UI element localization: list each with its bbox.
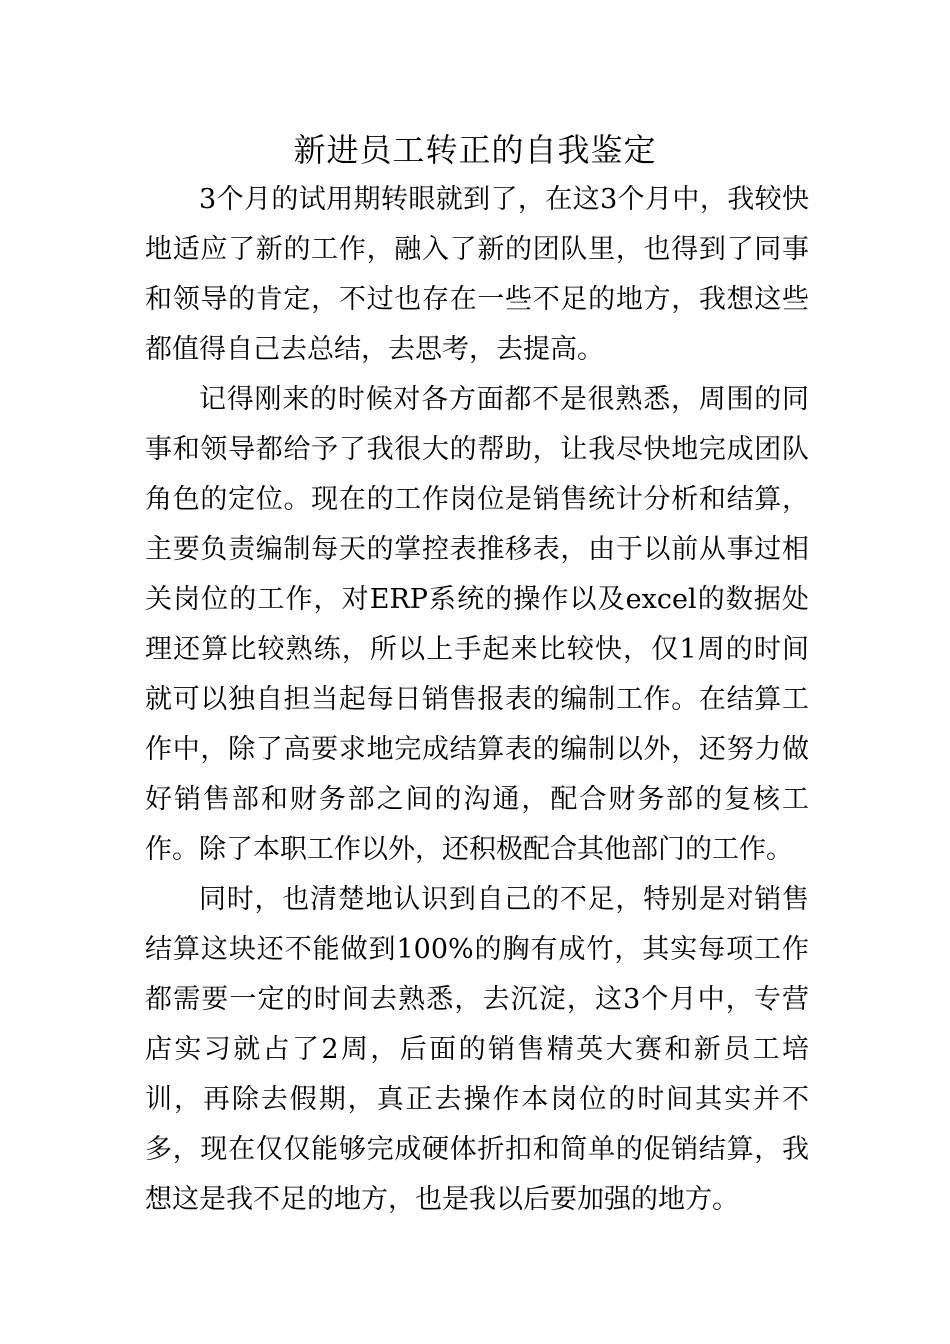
document-title: 新进员工转正的自我鉴定 (293, 131, 657, 169)
paragraph-probation-summary: 3个月的试用期转眼就到了，在这3个月中，我较快地适应了新的工作，融入了新的团队里，也得到了同事和领导的肯定，不过也存在一些不足的地方，我想这些都值得自己去总结，去思考，去提高。 (145, 184, 809, 365)
paragraph-work-experience: 记得刚来的时候对各方面都不是很熟悉，周围的同事和领导都给予了我很大的帮助，让我尽快地完成团队角色的定位。现在的工作岗位是销售统计分析和结算，主要负责编制每天的掌控表推移表，由于以前从事过相关岗位的工作，对ERP系统的操作以及excel的数据处理还算比较熟练，所以上手起来比较快，仅1周的时间就可以独自担当起每日销售报表的编制工作。在结算工作中，除了高要求地完成结算表的编制以外，还努力做好销售部和财务部之间的沟通，配合财务部的复核工作。除了本职工作以外，还积极配合其他部门的工作。 (145, 384, 809, 865)
document-body (145, 175, 809, 1225)
paragraph-shortcomings: 同时，也清楚地认识到自己的不足，特别是对销售结算这块还不能做到100%的胸有成竹，其实每项工作都需要一定的时间去熟悉，去沉淀，这3个月中，专营店实习就占了2周，后面的销售精英大赛和新员工培训，再除去假期，真正去操作本岗位的时间其实并不多，现在仅仅能够完成硬体折扣和简单的促销结算，我想这是我不足的地方，也是我以后要加强的地方。 (145, 884, 809, 1215)
